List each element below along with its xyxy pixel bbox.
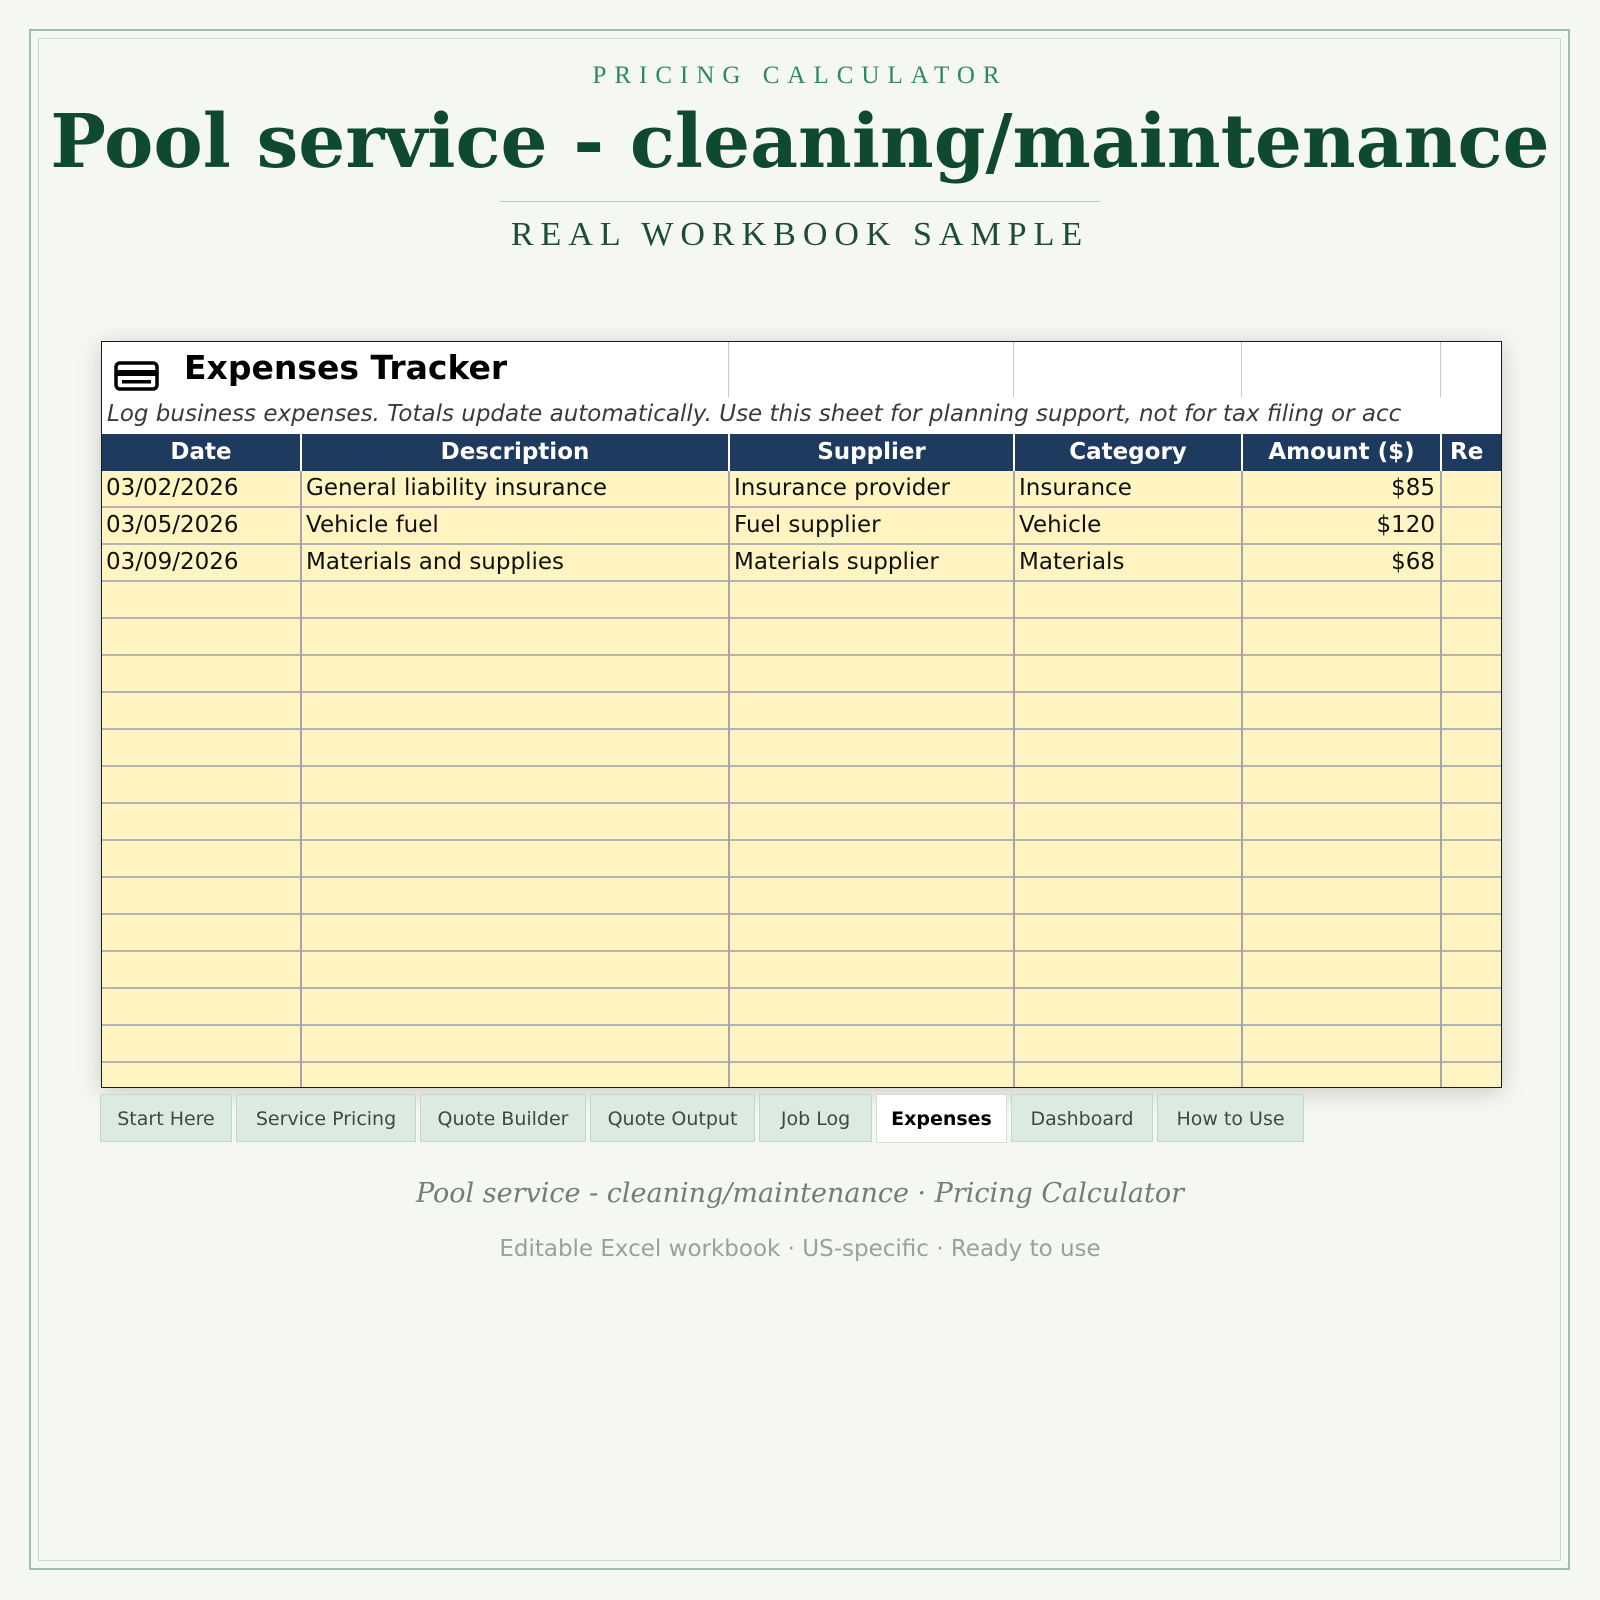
empty-row[interactable] — [102, 804, 1501, 841]
table-row[interactable] — [102, 545, 1501, 582]
sheet-title: Expenses Tracker — [184, 348, 508, 387]
page-subtitle: REAL WORKBOOK SAMPLE — [510, 216, 1090, 253]
empty-row[interactable] — [102, 915, 1501, 952]
tab-quote-builder[interactable]: Quote Builder — [420, 1094, 586, 1142]
cell-description[interactable]: General liability insurance — [306, 475, 607, 501]
empty-row[interactable] — [102, 656, 1501, 693]
cell-amount[interactable]: $85 — [1391, 475, 1435, 501]
tab-dashboard[interactable]: Dashboard — [1011, 1094, 1153, 1142]
cell-date[interactable]: 03/05/2026 — [106, 512, 239, 538]
sheet-note-row — [102, 397, 1501, 434]
credit-card-icon — [114, 361, 159, 391]
table-row[interactable] — [102, 508, 1501, 545]
footer-tagline: Editable Excel workbook · US-specific · Ready to use — [499, 1236, 1101, 1262]
tab-service-pricing[interactable]: Service Pricing — [236, 1094, 416, 1142]
column-header-category[interactable]: Category — [1069, 439, 1187, 465]
empty-row[interactable] — [102, 730, 1501, 767]
cell-supplier[interactable]: Insurance provider — [734, 475, 950, 501]
cell-category[interactable]: Insurance — [1019, 475, 1132, 501]
empty-row[interactable] — [102, 989, 1501, 1026]
cell-amount[interactable]: $68 — [1391, 549, 1435, 575]
tab-how-to-use[interactable]: How to Use — [1157, 1094, 1304, 1142]
spreadsheet-window — [101, 341, 1502, 1088]
empty-row[interactable] — [102, 1063, 1501, 1088]
tab-start-here[interactable]: Start Here — [100, 1094, 232, 1142]
empty-row[interactable] — [102, 952, 1501, 989]
kicker-label: PRICING CALCULATOR — [592, 62, 1008, 89]
cell-category[interactable]: Materials — [1019, 549, 1125, 575]
column-header-receipt[interactable]: Re — [1450, 439, 1484, 465]
sheet-note: Log business expenses. Totals update automatically. Use this sheet for planning support, not for tax filing or acc — [107, 401, 1402, 427]
cell-border — [1440, 342, 1441, 397]
column-gridline — [1013, 471, 1015, 1087]
empty-row[interactable] — [102, 582, 1501, 619]
empty-row[interactable] — [102, 767, 1501, 804]
tab-expenses[interactable]: Expenses — [876, 1094, 1007, 1143]
empty-row[interactable] — [102, 841, 1501, 878]
table-row[interactable] — [102, 471, 1501, 508]
column-gridline — [1440, 471, 1442, 1087]
cell-description[interactable]: Materials and supplies — [306, 549, 564, 575]
column-header-description[interactable]: Description — [440, 439, 590, 465]
title-divider — [500, 201, 1100, 202]
column-gridline — [300, 471, 302, 1087]
data-grid — [102, 471, 1501, 1087]
tab-quote-output[interactable]: Quote Output — [590, 1094, 755, 1142]
empty-row[interactable] — [102, 619, 1501, 656]
column-header-row — [102, 434, 1501, 471]
cell-date[interactable]: 03/02/2026 — [106, 475, 239, 501]
cell-category[interactable]: Vehicle — [1019, 512, 1102, 538]
column-gridline — [1241, 471, 1243, 1087]
sheet-title-row — [102, 342, 1501, 398]
cell-border — [1013, 342, 1014, 397]
empty-row[interactable] — [102, 693, 1501, 730]
empty-row[interactable] — [102, 878, 1501, 915]
cell-date[interactable]: 03/09/2026 — [106, 549, 239, 575]
footer-caption: Pool service - cleaning/maintenance · Pricing Calculator — [415, 1178, 1185, 1209]
column-header-date[interactable]: Date — [170, 439, 232, 465]
empty-row[interactable] — [102, 1026, 1501, 1063]
cell-amount[interactable]: $120 — [1376, 512, 1435, 538]
page-title: Pool service - cleaning/maintenance — [50, 99, 1550, 185]
cell-supplier[interactable]: Fuel supplier — [734, 512, 881, 538]
cell-border — [728, 342, 729, 397]
column-header-supplier[interactable]: Supplier — [817, 439, 926, 465]
tab-job-log[interactable]: Job Log — [759, 1094, 872, 1142]
column-gridline — [728, 471, 730, 1087]
cell-supplier[interactable]: Materials supplier — [734, 549, 939, 575]
cell-description[interactable]: Vehicle fuel — [306, 512, 439, 538]
column-header-amount[interactable]: Amount ($) — [1268, 439, 1415, 465]
cell-border — [1241, 342, 1242, 397]
